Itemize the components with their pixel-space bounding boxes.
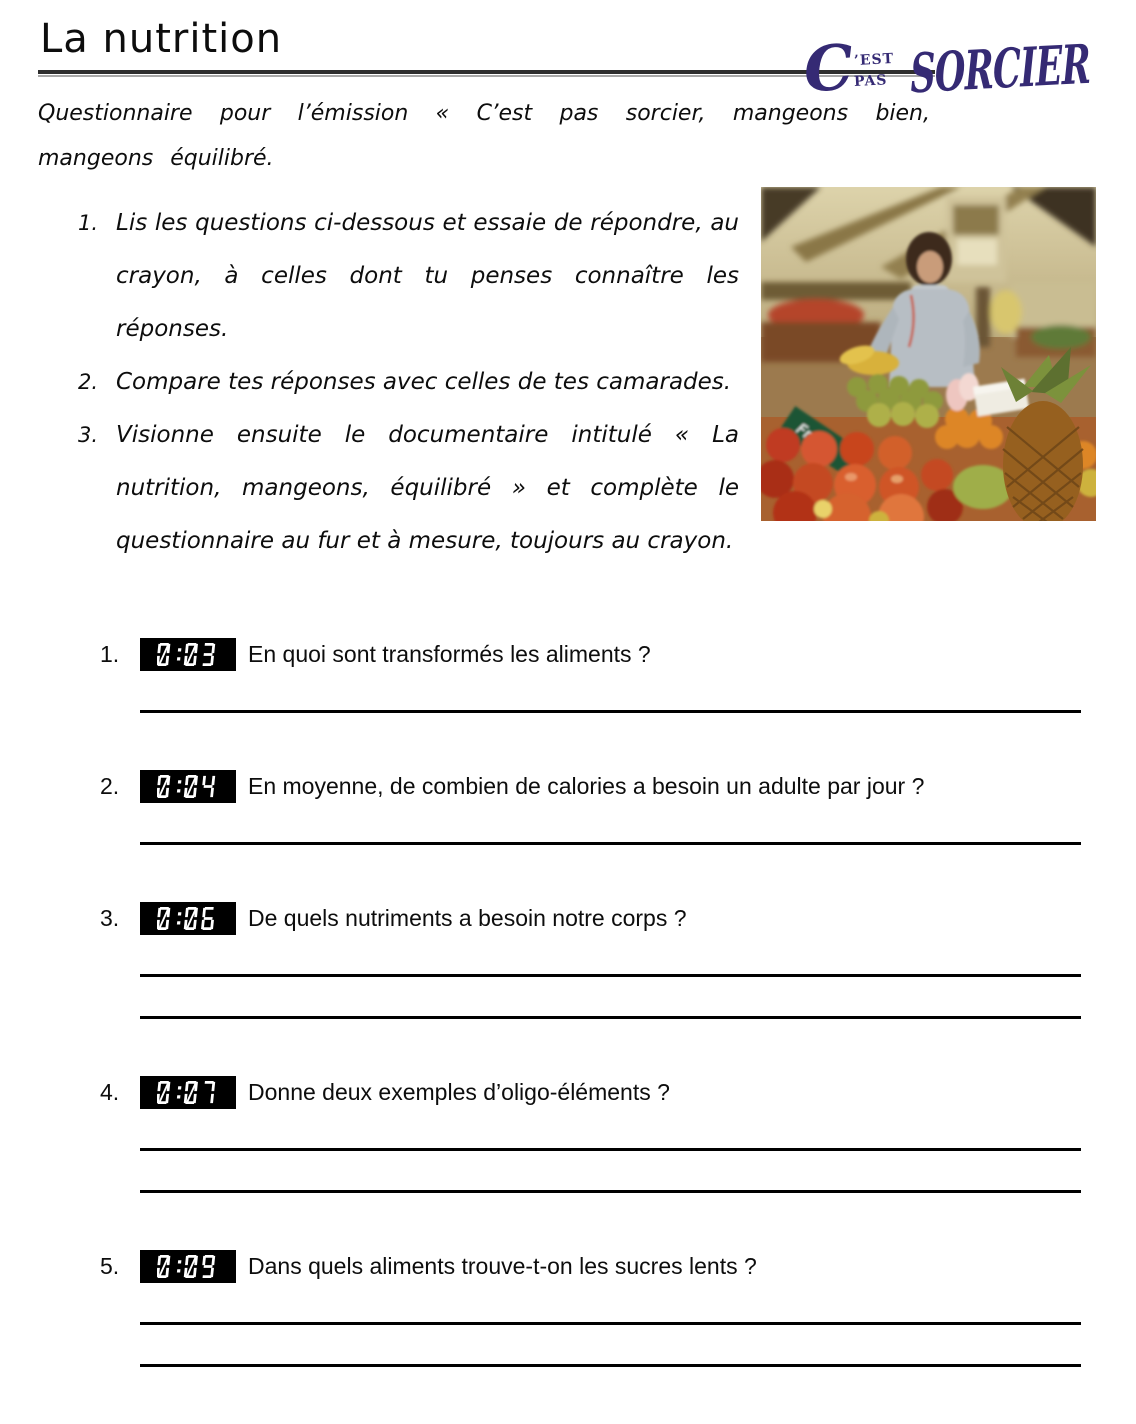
- page-title: La nutrition: [40, 16, 283, 62]
- question-text: En quoi sont transformés les aliments ?: [248, 641, 651, 668]
- question-block: [100, 638, 1096, 713]
- instruction-item: [78, 197, 739, 356]
- instruction-number: 3.: [78, 423, 99, 448]
- question-text: Donne deux exemples d’oligo-éléments ?: [248, 1079, 670, 1106]
- question-text: En moyenne, de combien de calories a besoin un adulte par jour ?: [248, 773, 925, 800]
- title-rule: [38, 70, 935, 77]
- timestamp-badge: [140, 638, 236, 671]
- question-block: [100, 902, 1096, 1019]
- instructions-section: [38, 197, 1096, 568]
- answer-line: [140, 1148, 1081, 1151]
- question-number: 4.: [100, 1079, 120, 1106]
- logo-letter-c: C: [801, 30, 857, 107]
- answer-line: [140, 710, 1081, 713]
- market-photo: [761, 187, 1096, 521]
- answer-area: [140, 1322, 1096, 1367]
- answer-line: [140, 1322, 1081, 1325]
- question-text: Dans quels aliments trouve-t-on les sucres lents ?: [248, 1253, 757, 1280]
- question-block: [100, 1076, 1096, 1193]
- instruction-text: Visionne ensuite le documentaire intitulé « La nutrition, mangeons, équilibré » et complète le questionnaire au fur et à mesure, toujours au crayon.: [116, 422, 739, 555]
- answer-area: [140, 1148, 1096, 1193]
- instruction-item: [78, 356, 739, 409]
- instruction-item: [78, 409, 739, 568]
- answer-area: [140, 974, 1096, 1019]
- logo-est: ’EST: [853, 50, 895, 70]
- answer-line: [140, 1016, 1081, 1019]
- instruction-text: Lis les questions ci-dessous et essaie de répondre, au crayon, à celles dont tu penses connaître les réponses.: [116, 210, 739, 343]
- question-number: 1.: [100, 641, 120, 668]
- question-number: 3.: [100, 905, 120, 932]
- answer-area: [140, 710, 1096, 713]
- question-row: [100, 902, 1096, 935]
- answer-line: [140, 974, 1081, 977]
- question-row: [100, 638, 1096, 671]
- question-block: [100, 770, 1096, 845]
- instruction-number: 1.: [78, 211, 99, 236]
- timestamp-badge: [140, 1250, 236, 1283]
- question-text: De quels nutriments a besoin notre corps ?: [248, 905, 687, 932]
- timestamp-badge: [140, 902, 236, 935]
- question-row: [100, 1250, 1096, 1283]
- logo-pas: PAS: [853, 72, 888, 91]
- question-row: [100, 1076, 1096, 1109]
- answer-area: [140, 842, 1096, 845]
- question-row: [100, 770, 1096, 803]
- questions-section: [38, 638, 1096, 1367]
- answer-line: [140, 842, 1081, 845]
- cest-pas-sorcier-logo: [801, 30, 1102, 150]
- question-number: 5.: [100, 1253, 120, 1280]
- question-number: 2.: [100, 773, 120, 800]
- instruction-number: 2.: [78, 370, 99, 395]
- logo-sorcier: SORCIER: [909, 32, 1091, 106]
- timestamp-badge: [140, 1076, 236, 1109]
- timestamp-badge: [140, 770, 236, 803]
- subtitle: Questionnaire pour l’émission « C’est pas sorcier, mangeons bien, mangeons équilibré.: [38, 101, 930, 172]
- question-block: [100, 1250, 1096, 1367]
- instruction-text: Compare tes réponses avec celles de tes camarades.: [116, 369, 732, 396]
- logo-est-pas-stack: [854, 50, 894, 92]
- answer-line: [140, 1364, 1081, 1367]
- answer-line: [140, 1190, 1081, 1193]
- header: [38, 16, 1096, 181]
- market-photo-illustration: [761, 187, 1096, 521]
- header-left: [38, 16, 930, 181]
